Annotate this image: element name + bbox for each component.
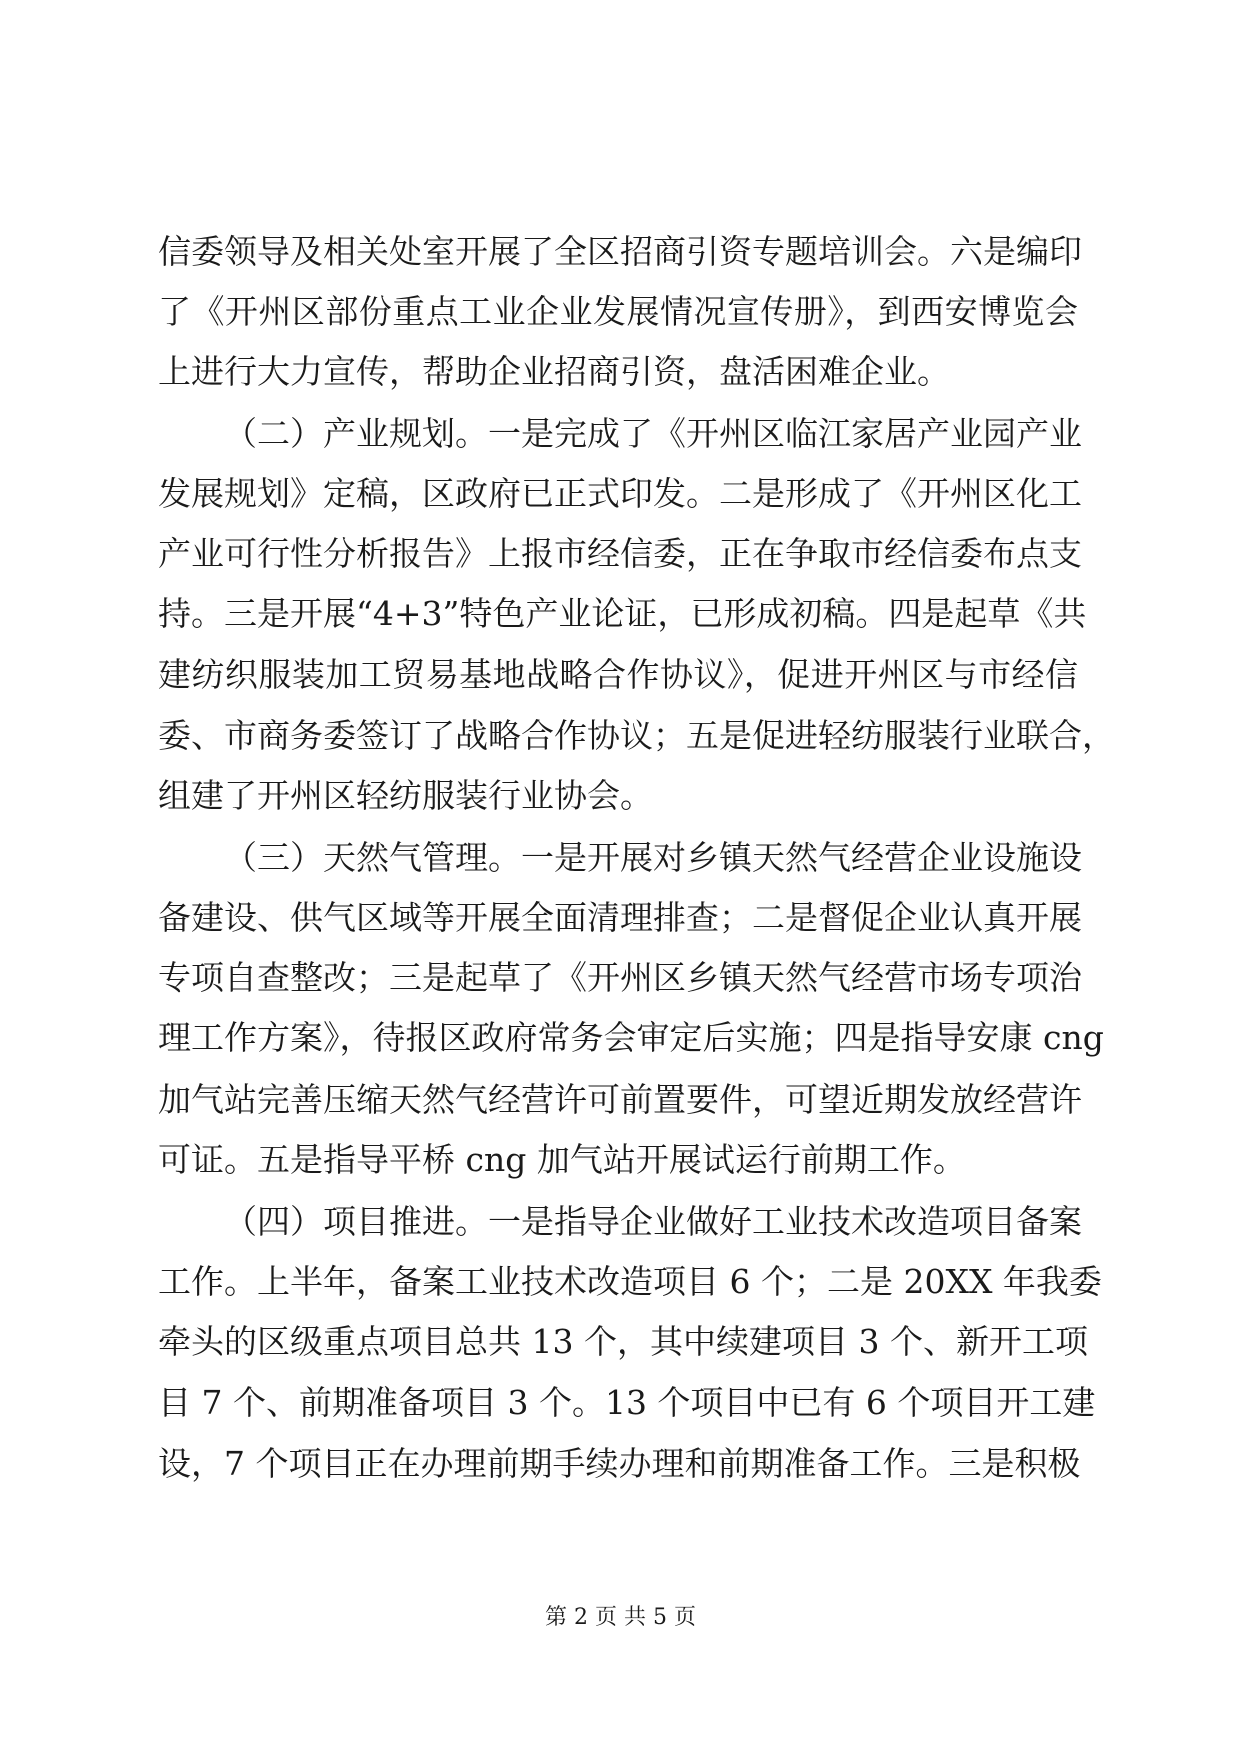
text-line: 发展规划》定稿，区政府已正式印发。二是形成了《开州区化工 [158,474,1082,513]
text-line: 可证。五是指导平桥 cng 加气站开展试运行前期工作。 [158,1140,966,1179]
text-line: 产业可行性分析报告》上报市经信委，正在争取市经信委布点支 [158,534,1082,573]
text-line: 建纺织服装加工贸易基地战略合作协议》，促进开州区与市经信 [158,655,1078,694]
text-line: 上进行大力宣传，帮助企业招商引资，盘活困难企业。 [158,352,950,391]
text-line: 备建设、供气区域等开展全面清理排查；二是督促企业认真开展 [158,898,1082,937]
text-line: 工作。上半年，备案工业技术改造项目 6 个；二是 20XX 年我委 [158,1262,1102,1301]
text-line: 目 7 个、前期准备项目 3 个。13 个项目中已有 6 个项目开工建 [158,1383,1096,1422]
text-line: 委、市商务委签订了战略合作协议；五是促进轻纺服装行业联合， [158,716,1115,755]
text-line: （四）项目推进。一是指导企业做好工业技术改造项目备案 [224,1202,1082,1241]
text-line: 加气站完善压缩天然气经营许可前置要件，可望近期发放经营许 [158,1080,1082,1119]
text-line: （三）天然气管理。一是开展对乡镇天然气经营企业设施设 [224,838,1082,877]
text-line: 理工作方案》，待报区政府常务会审定后实施；四是指导安康 cng [158,1018,1104,1057]
text-line: 设，7 个项目正在办理前期手续办理和前期准备工作。三是积极 [158,1444,1081,1483]
text-line: 信委领导及相关处室开展了全区招商引资专题培训会。六是编印 [158,232,1082,271]
text-line: 组建了开州区轻纺服装行业协会。 [158,776,653,815]
text-line: 牵头的区级重点项目总共 13 个，其中续建项目 3 个、新开工项 [158,1322,1088,1361]
text-line: 专项自查整改；三是起草了《开州区乡镇天然气经营市场专项治 [158,958,1082,997]
text-line: （二）产业规划。一是完成了《开州区临江家居产业园产业 [224,414,1082,453]
page-footer: 第 2 页 共 5 页 [545,1605,696,1630]
text-line: 了《开州区部份重点工业企业发展情况宣传册》，到西安博览会 [158,292,1078,331]
text-line: 持。三是开展“4+3”特色产业论证，已形成初稿。四是起草《共 [158,594,1087,633]
